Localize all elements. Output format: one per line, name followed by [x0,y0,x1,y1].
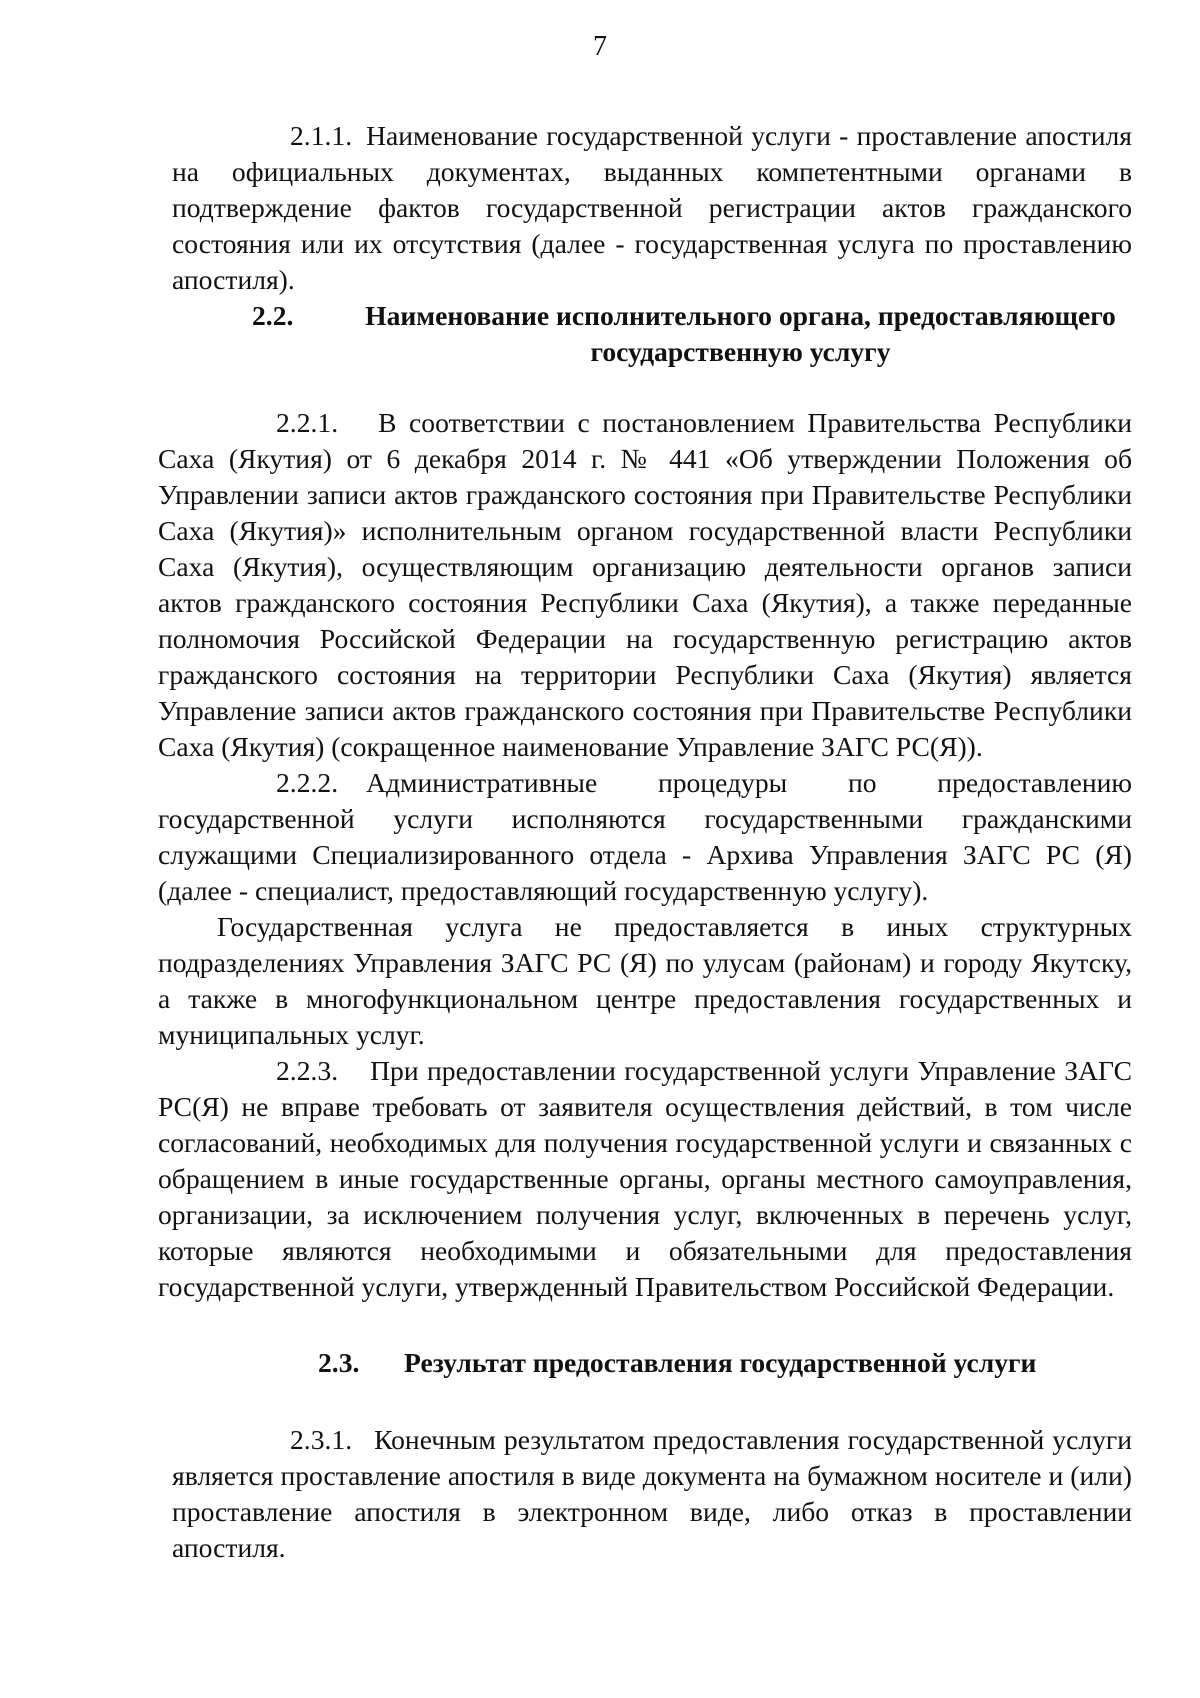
paragraph-text: Конечным результатом предоставления государственной услуги является проставление апостиля в виде документа на бумажном носителе и (или) проставление апостиля в электронном виде, либо отказ в проставлении апостиля. [172,1424,1132,1563]
heading-number: 2.2. [252,300,294,331]
paragraph-text: В соответствии с постановлением Правительства Республики Саха (Якутия) от 6 декабря 2014 г. № 441 «Об утверждении Положения об Управлении записи актов гражданского состояния при Правительстве Республики Саха (Якутия)» исполнительным органом государственной власти Республики Саха (Якутия), осуществляющим организацию деятельности органов записи актов гражданского состояния Республики Саха (Якутия), а также переданные полномочия Российской Федерации на государственную регистрацию актов гражданского состояния на территории Республики Саха (Якутия) является Управление записи актов гражданского состояния при Правительстве Республики Саха (Якутия) (сокращенное наименование Управление ЗАГС РС(Я)). [158,407,1132,762]
heading-2-3 [318,1345,1078,1381]
page-number: 7 [593,31,607,62]
paragraph-number: 2.1.1. [290,120,353,151]
paragraph-number: 2.3.1. [290,1424,353,1455]
heading-text: Наименование исполнительного органа, предоставляющего государственную услугу [365,300,1116,367]
paragraph-2-2-2-continued [158,909,1132,1053]
section-2-2 [158,405,1132,1305]
paragraph-2-2-3 [158,1053,1132,1305]
heading-text: Результат предоставления государственной услуги [404,1347,1037,1378]
paragraph-text: Наименование государственной услуги - проставление апостиля на официальных документах, выданных компетентными органами в подтверждение фактов государственной регистрации актов гражданского состояния или их отсутствия (далее - государственная услуга по проставлению апостиля). [172,120,1132,295]
paragraph-2-1-1 [172,118,1132,298]
section-2-3-1 [172,1422,1132,1566]
heading-number: 2.3. [318,1347,360,1378]
paragraph-2-2-2 [158,765,1132,909]
paragraph-text: Государственная услуга не предоставляется в иных структурных подразделениях Управления ЗАГС РС (Я) по улусам (районам) и городу Якутску, а также в многофункциональном центре предоставления государственных и муниципальных услуг. [158,911,1132,1050]
paragraph-number: 2.2.3. [276,1055,339,1086]
paragraph-number: 2.2.2. [276,767,339,798]
heading-2-2 [252,298,1132,370]
paragraph-number: 2.2.1. [276,407,339,438]
paragraph-text: Административные процедуры по предоставлению государственной услуги исполняются государственными гражданскими служащими Специализированного отдела - Архива Управления ЗАГС РС (Я) (далее - специалист, предоставляющий государственную услугу). [158,767,1132,906]
section-2-1-1 [172,118,1132,298]
paragraph-text: При предоставлении государственной услуги Управление ЗАГС РС(Я) не вправе требовать от заявителя осуществления действий, в том числе согласований, необходимых для получения государственной услуги и связанных с обращением в иные государственные органы, органы местного самоуправления, организации, за исключением получения услуг, включенных в перечень услуг, которые являются необходимыми и обязательными для предоставления государственной услуги, утвержденный Правительством Российской Федерации. [158,1055,1132,1302]
paragraph-2-3-1 [172,1422,1132,1566]
paragraph-2-2-1 [158,405,1132,765]
